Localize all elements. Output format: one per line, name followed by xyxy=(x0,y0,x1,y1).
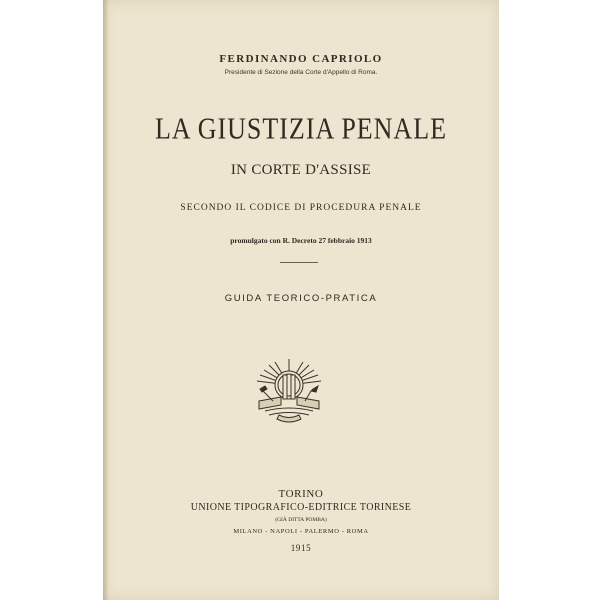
publisher-branches: MILANO - NAPOLI - PALERMO - ROMA xyxy=(233,528,369,535)
publisher-emblem-icon xyxy=(251,355,327,427)
publisher-name: UNIONE TIPOGRAFICO-EDITRICE TORINESE xyxy=(190,502,412,513)
book-subtitle: IN CORTE D'ASSISE xyxy=(230,162,372,178)
author-role: Presidente di Sezione della Corte d'Appello di Roma. xyxy=(224,69,378,76)
promulgation-note: promulgato con R. Decreto 27 febbraio 1913 xyxy=(230,236,372,245)
divider-rule xyxy=(280,262,318,263)
publication-year: 1915 xyxy=(290,543,312,553)
book-title: LA GIUSTIZIA PENALE xyxy=(155,111,447,146)
author-name: FERDINANDO CAPRIOLO xyxy=(219,53,383,65)
book-subtitle-secondary: SECONDO IL CODICE DI PROCEDURA PENALE xyxy=(180,203,422,213)
publisher-note: (GIÀ DITTA POMBA) xyxy=(275,517,327,523)
publication-city: TORINO xyxy=(278,488,324,500)
guide-label: GUIDA TEORICO-PRATICA xyxy=(224,293,378,304)
